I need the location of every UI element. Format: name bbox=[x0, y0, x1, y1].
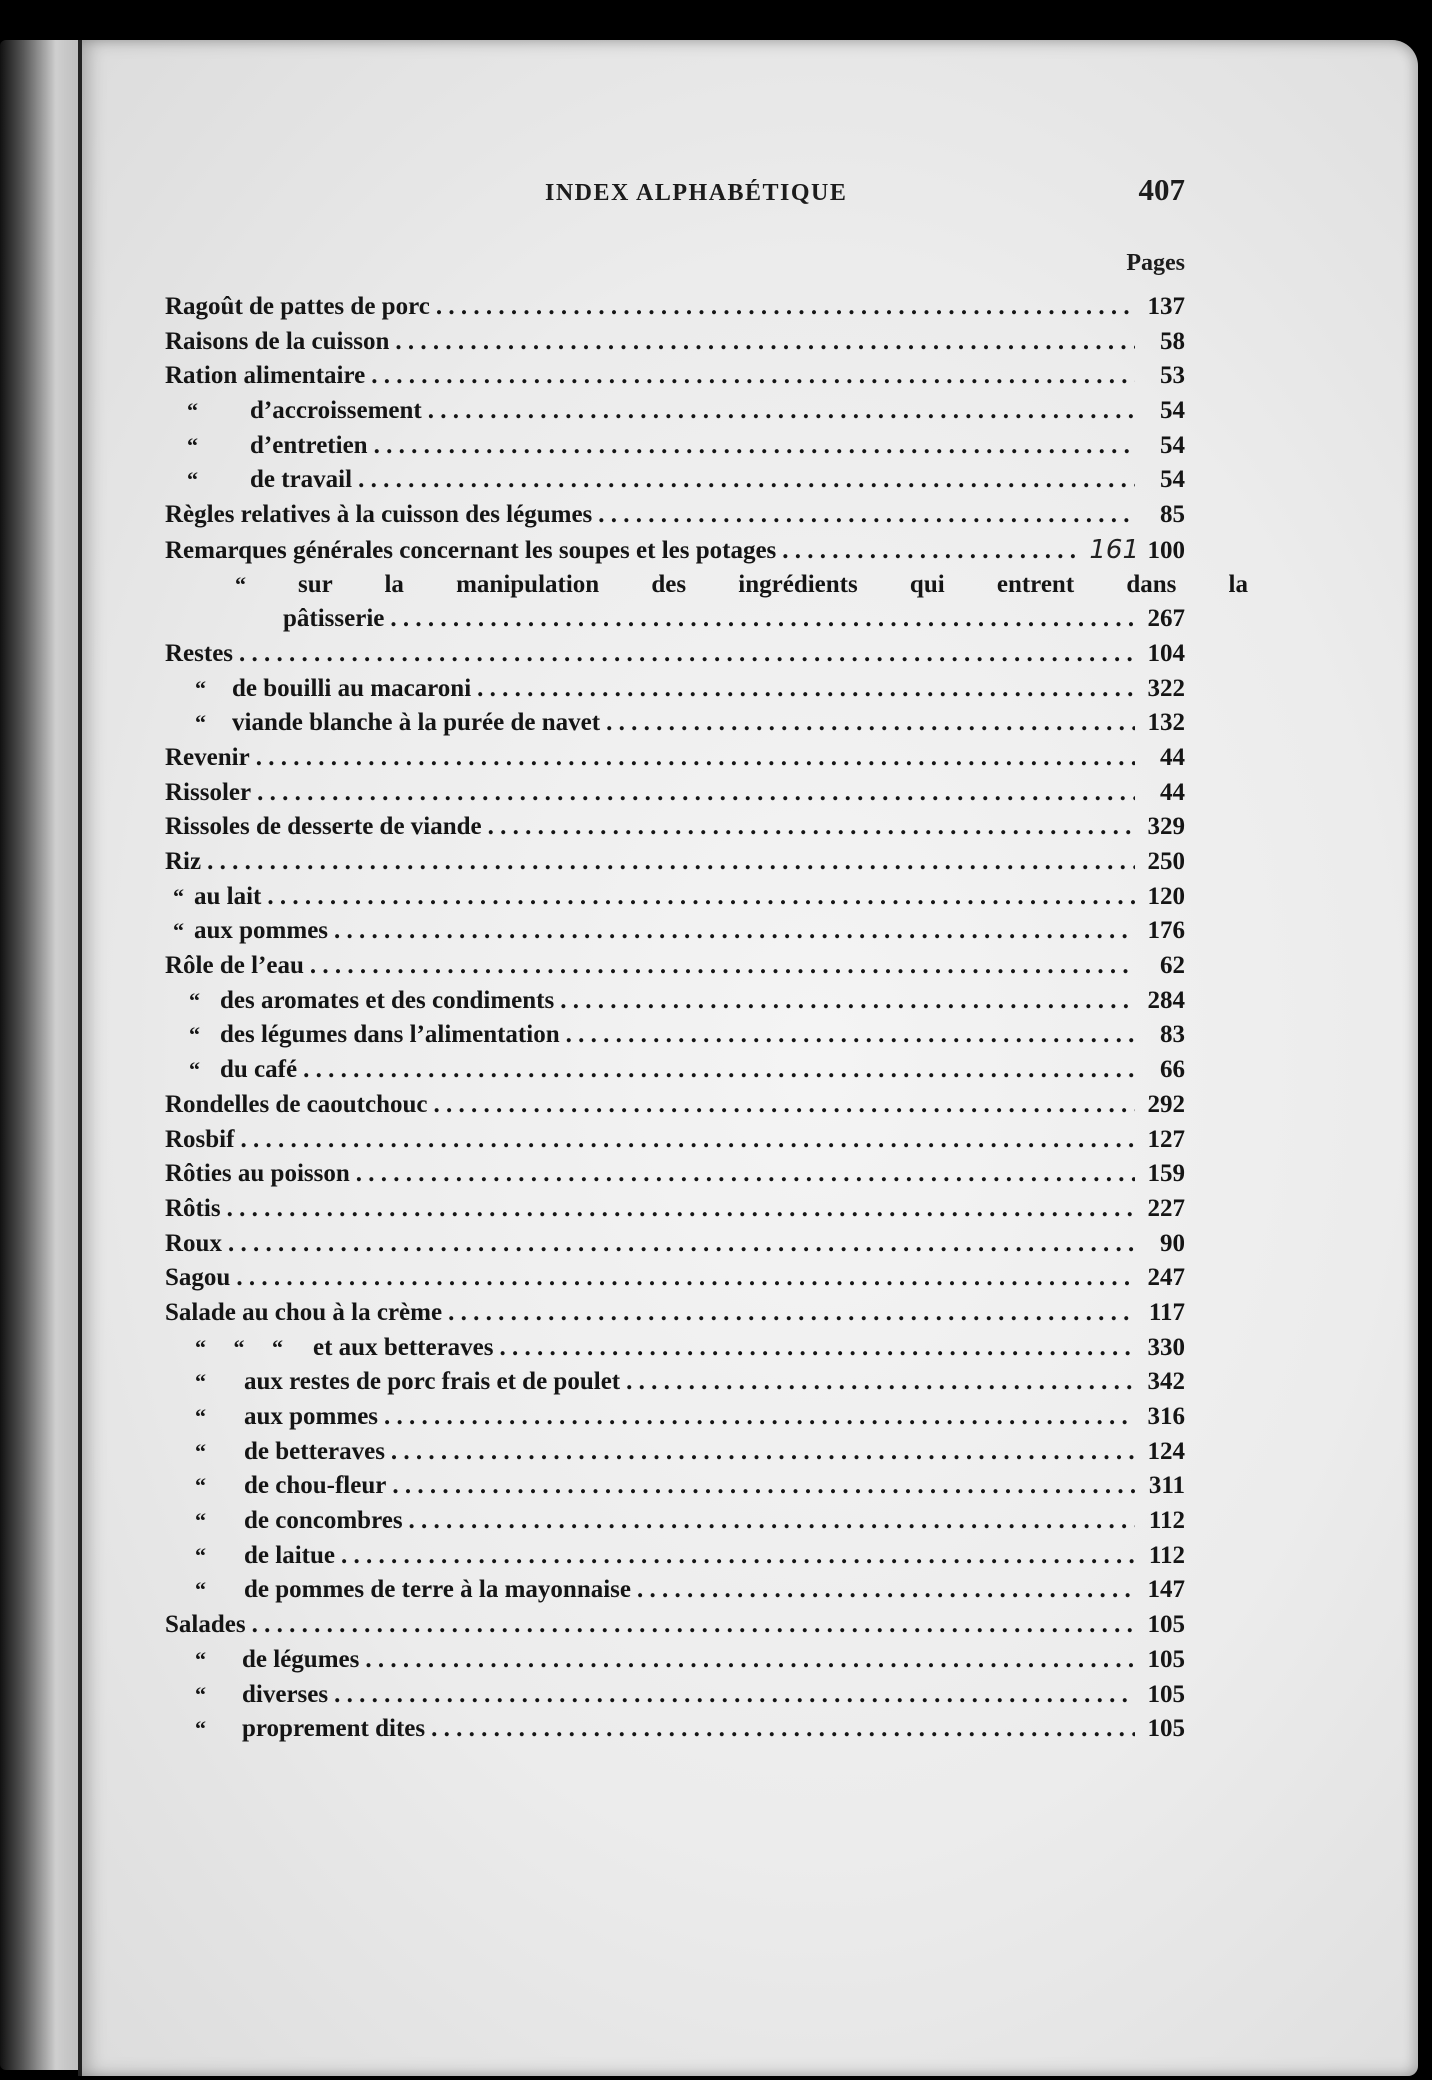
index-entry bbox=[165, 1469, 1185, 1504]
entry-page-number: 85 bbox=[1160, 501, 1185, 529]
dot-leader bbox=[257, 776, 1135, 811]
entry-text: de chou-fleur bbox=[244, 1472, 387, 1500]
dot-leader bbox=[560, 984, 1135, 1019]
dot-leader bbox=[303, 1053, 1135, 1088]
dot-leader bbox=[428, 394, 1135, 429]
dot-leader bbox=[431, 1712, 1135, 1747]
index-entry bbox=[165, 1192, 1185, 1227]
dot-leader bbox=[434, 1088, 1136, 1123]
index-entry bbox=[165, 880, 1185, 915]
entry-page-number: 316 bbox=[1147, 1403, 1185, 1430]
entry-page-number: 159 bbox=[1147, 1160, 1185, 1188]
dot-leader bbox=[374, 429, 1135, 464]
index-entry bbox=[165, 845, 1185, 880]
index-entry bbox=[165, 810, 1185, 845]
ditto-mark: “ bbox=[235, 571, 246, 597]
index-entry bbox=[165, 1365, 1185, 1400]
entry-text: de légumes bbox=[242, 1645, 360, 1673]
index-entry bbox=[165, 1296, 1185, 1331]
entry-page-number: 132 bbox=[1147, 709, 1185, 737]
dot-leader bbox=[488, 810, 1135, 845]
entry-page-number: 44 bbox=[1160, 743, 1185, 771]
ditto-mark: “ bbox=[195, 1438, 206, 1464]
ditto-mark: “ bbox=[187, 432, 198, 458]
entry-page-number: 83 bbox=[1160, 1021, 1185, 1049]
ditto-mark: “ bbox=[195, 1369, 206, 1395]
entry-page-number: 322 bbox=[1147, 674, 1185, 702]
entry-text: Revenir bbox=[165, 743, 250, 771]
entry-page-number: 147 bbox=[1147, 1576, 1185, 1604]
index-entry bbox=[165, 984, 1185, 1019]
entry-text: viande blanche à la purée de navet bbox=[232, 709, 601, 737]
index-entry bbox=[165, 1573, 1185, 1608]
entry-page-number: 120 bbox=[1147, 882, 1185, 910]
entry-page-number: 54 bbox=[1160, 397, 1185, 425]
entry-text: du café bbox=[220, 1056, 298, 1084]
index-entry bbox=[165, 672, 1185, 707]
ditto-mark: “ bbox=[187, 467, 198, 493]
entry-page-number: 112 bbox=[1148, 1507, 1185, 1535]
ditto-mark: “ bbox=[173, 918, 184, 944]
index-entry bbox=[165, 290, 1185, 325]
index-entry bbox=[165, 429, 1185, 464]
dot-leader bbox=[236, 1261, 1135, 1296]
dot-leader bbox=[256, 741, 1135, 776]
entry-page-number: 247 bbox=[1147, 1264, 1185, 1292]
entry-text: Salade au chou à la crème bbox=[165, 1298, 443, 1326]
dot-leader bbox=[358, 463, 1135, 498]
ditto-mark: “ bbox=[195, 1404, 206, 1429]
dot-leader bbox=[239, 637, 1135, 672]
index-entry bbox=[165, 602, 1185, 637]
ditto-mark: “ bbox=[195, 1577, 206, 1603]
entry-page-number: 105 bbox=[1147, 1715, 1185, 1743]
previous-page-edge bbox=[0, 40, 80, 2070]
entry-page-number: 137 bbox=[1147, 293, 1185, 320]
entry-page-number: 342 bbox=[1147, 1368, 1185, 1396]
dot-leader bbox=[365, 1643, 1135, 1678]
entry-text: Ragoût de pattes de porc bbox=[165, 293, 430, 320]
entry-page-number: 44 bbox=[1160, 778, 1185, 806]
index-list bbox=[165, 290, 1248, 1747]
entry-page-number: 329 bbox=[1147, 813, 1185, 841]
index-entry bbox=[165, 1608, 1185, 1643]
dot-leader bbox=[477, 672, 1135, 707]
dot-leader bbox=[310, 949, 1135, 984]
dot-leader bbox=[782, 534, 1083, 569]
index-entry bbox=[165, 1435, 1185, 1470]
entry-text: de betteraves bbox=[244, 1437, 385, 1465]
entry-text: Rôle de l’eau bbox=[165, 952, 304, 980]
dot-leader bbox=[395, 325, 1135, 360]
entry-page-number: 105 bbox=[1147, 1645, 1185, 1673]
index-entry bbox=[165, 637, 1185, 672]
ditto-mark: “ bbox=[195, 1681, 206, 1707]
entry-page-number: 117 bbox=[1148, 1298, 1185, 1326]
entry-text: Rissoles de desserte de viande bbox=[165, 813, 482, 841]
entry-text: Ration alimentaire bbox=[165, 362, 366, 390]
dot-leader bbox=[391, 1435, 1135, 1470]
index-entry bbox=[165, 1331, 1185, 1366]
entry-text: sur la manipulation des ingrédients qui entrent dans la bbox=[298, 570, 1248, 598]
entry-text: Rissoler bbox=[165, 778, 252, 806]
index-entry bbox=[165, 1123, 1185, 1158]
entry-text: aux pommes bbox=[194, 917, 329, 945]
entry-page-number: 90 bbox=[1160, 1229, 1185, 1257]
index-entry bbox=[165, 359, 1185, 394]
index-entry bbox=[165, 1261, 1185, 1296]
ditto-mark: “ bbox=[195, 1542, 206, 1568]
entry-page-number: 100 bbox=[1147, 536, 1185, 564]
entry-text: de concombres bbox=[244, 1507, 403, 1535]
entry-page-number: 105 bbox=[1147, 1611, 1185, 1639]
entry-text: Restes bbox=[165, 639, 234, 667]
entry-text: Rôtis bbox=[165, 1194, 221, 1222]
dot-leader bbox=[436, 290, 1135, 325]
dot-leader bbox=[448, 1296, 1135, 1331]
ditto-mark: “ bbox=[195, 675, 206, 701]
dot-leader bbox=[598, 498, 1135, 533]
entry-text: des légumes dans l’alimentation bbox=[220, 1021, 560, 1049]
index-entry bbox=[165, 1539, 1185, 1574]
index-entry bbox=[165, 949, 1185, 984]
dot-leader bbox=[207, 845, 1135, 880]
index-entry bbox=[165, 1157, 1185, 1192]
dot-leader bbox=[500, 1331, 1136, 1366]
index-entry bbox=[165, 533, 1185, 568]
dot-leader bbox=[637, 1573, 1135, 1608]
index-entry bbox=[165, 394, 1185, 429]
index-entry bbox=[165, 1053, 1185, 1088]
ditto-mark: “ bbox=[173, 883, 184, 909]
index-entry bbox=[165, 1712, 1185, 1747]
entry-page-number: 104 bbox=[1147, 639, 1185, 667]
ditto-mark: “ bbox=[195, 1473, 206, 1499]
index-entry bbox=[165, 741, 1185, 776]
entry-page-number: 250 bbox=[1147, 848, 1185, 875]
page-number: 407 bbox=[1138, 172, 1185, 207]
entry-text: Rosbif bbox=[165, 1125, 235, 1153]
dot-leader bbox=[334, 1678, 1135, 1713]
entry-page-number: 53 bbox=[1160, 362, 1185, 390]
entry-text: proprement dites bbox=[242, 1715, 426, 1743]
pages-column-label: Pages bbox=[1126, 250, 1185, 276]
ditto-mark: “ bbox=[187, 398, 198, 424]
index-entry bbox=[165, 776, 1185, 811]
index-entry bbox=[165, 568, 1248, 603]
entry-text: d’accroissement bbox=[250, 397, 422, 425]
entry-page-number: 105 bbox=[1147, 1680, 1185, 1708]
entry-text: aux pommes bbox=[244, 1403, 379, 1430]
dot-leader bbox=[240, 1123, 1135, 1158]
ditto-mark: “ bbox=[195, 710, 206, 736]
page-gutter bbox=[78, 40, 82, 2076]
entry-page-number: 284 bbox=[1147, 986, 1185, 1014]
entry-page-number: 267 bbox=[1147, 605, 1185, 633]
entry-page-number: 176 bbox=[1147, 917, 1185, 945]
dot-leader bbox=[409, 1504, 1135, 1539]
page-header bbox=[165, 170, 1185, 220]
handwritten-annotation: 161 bbox=[1089, 534, 1139, 565]
entry-page-number: 54 bbox=[1160, 466, 1185, 494]
dot-leader bbox=[252, 1608, 1135, 1643]
entry-text: au lait bbox=[194, 882, 262, 910]
entry-page-number: 227 bbox=[1147, 1194, 1185, 1222]
entry-page-number: 292 bbox=[1147, 1090, 1185, 1118]
entry-text: et aux betteraves bbox=[313, 1333, 494, 1361]
entry-page-number: 54 bbox=[1160, 431, 1185, 459]
entry-page-number: 127 bbox=[1147, 1125, 1185, 1153]
ditto-mark: “ bbox=[195, 1646, 206, 1672]
entry-text: Sagou bbox=[165, 1264, 231, 1292]
index-entry bbox=[165, 1643, 1185, 1678]
index-entry bbox=[165, 498, 1185, 533]
entry-text: d’entretien bbox=[250, 431, 368, 459]
entry-page-number: 124 bbox=[1147, 1437, 1185, 1465]
entry-page-number: 330 bbox=[1147, 1333, 1185, 1361]
entry-text: Règles relatives à la cuisson des légumes bbox=[165, 501, 593, 529]
entry-page-number: 66 bbox=[1160, 1056, 1185, 1084]
entry-text: pâtisserie bbox=[283, 605, 385, 633]
entry-text: Salades bbox=[165, 1611, 246, 1639]
entry-text: Riz bbox=[165, 848, 202, 875]
entry-text: de bouilli au macaroni bbox=[232, 674, 472, 702]
index-entry bbox=[165, 1678, 1185, 1713]
dot-leader bbox=[356, 1157, 1135, 1192]
ditto-mark: “ bbox=[189, 1057, 200, 1083]
index-entry bbox=[165, 1504, 1185, 1539]
dot-leader bbox=[334, 914, 1135, 949]
dot-leader bbox=[392, 1469, 1135, 1504]
dot-leader bbox=[566, 1018, 1135, 1053]
entry-text: de pommes de terre à la mayonnaise bbox=[244, 1576, 631, 1604]
ditto-mark: “ bbox=[189, 987, 200, 1013]
entry-page-number: 112 bbox=[1148, 1541, 1185, 1569]
entry-text: Rôties au poisson bbox=[165, 1160, 350, 1188]
index-entry bbox=[165, 1018, 1185, 1053]
entry-text: Remarques générales concernant les soupes et les potages bbox=[165, 536, 777, 564]
entry-page-number: 311 bbox=[1148, 1472, 1185, 1500]
entry-text: diverses bbox=[242, 1680, 329, 1708]
entry-text: de laitue bbox=[244, 1541, 335, 1569]
entry-text: Raisons de la cuisson bbox=[165, 327, 390, 355]
dot-leader bbox=[606, 706, 1135, 741]
dot-leader bbox=[228, 1227, 1135, 1262]
entry-page-number: 62 bbox=[1160, 952, 1185, 980]
entry-page-number: 58 bbox=[1160, 327, 1185, 355]
ditto-mark: “ “ “ bbox=[195, 1334, 283, 1360]
index-entry bbox=[165, 1227, 1185, 1262]
index-entry bbox=[165, 325, 1185, 360]
dot-leader bbox=[390, 602, 1135, 637]
index-entry bbox=[165, 1088, 1185, 1123]
ditto-mark: “ bbox=[195, 1716, 206, 1742]
dot-leader bbox=[626, 1365, 1135, 1400]
dot-leader bbox=[341, 1539, 1135, 1574]
running-title: INDEX ALPHABÉTIQUE bbox=[545, 180, 848, 206]
entry-text: Rondelles de caoutchouc bbox=[165, 1090, 428, 1118]
ditto-mark: “ bbox=[195, 1508, 206, 1534]
index-entry bbox=[165, 463, 1185, 498]
ditto-mark: “ bbox=[189, 1022, 200, 1048]
index-entry bbox=[165, 1400, 1185, 1435]
dot-leader bbox=[227, 1192, 1135, 1227]
index-entry bbox=[165, 706, 1185, 741]
dot-leader bbox=[384, 1400, 1135, 1435]
entry-text: des aromates et des condiments bbox=[220, 986, 555, 1014]
dot-leader bbox=[371, 359, 1135, 394]
entry-text: aux restes de porc frais et de poulet bbox=[244, 1368, 621, 1396]
entry-text: Roux bbox=[165, 1229, 222, 1257]
entry-text: de travail bbox=[250, 466, 353, 494]
index-entry bbox=[165, 914, 1185, 949]
dot-leader bbox=[267, 880, 1135, 915]
